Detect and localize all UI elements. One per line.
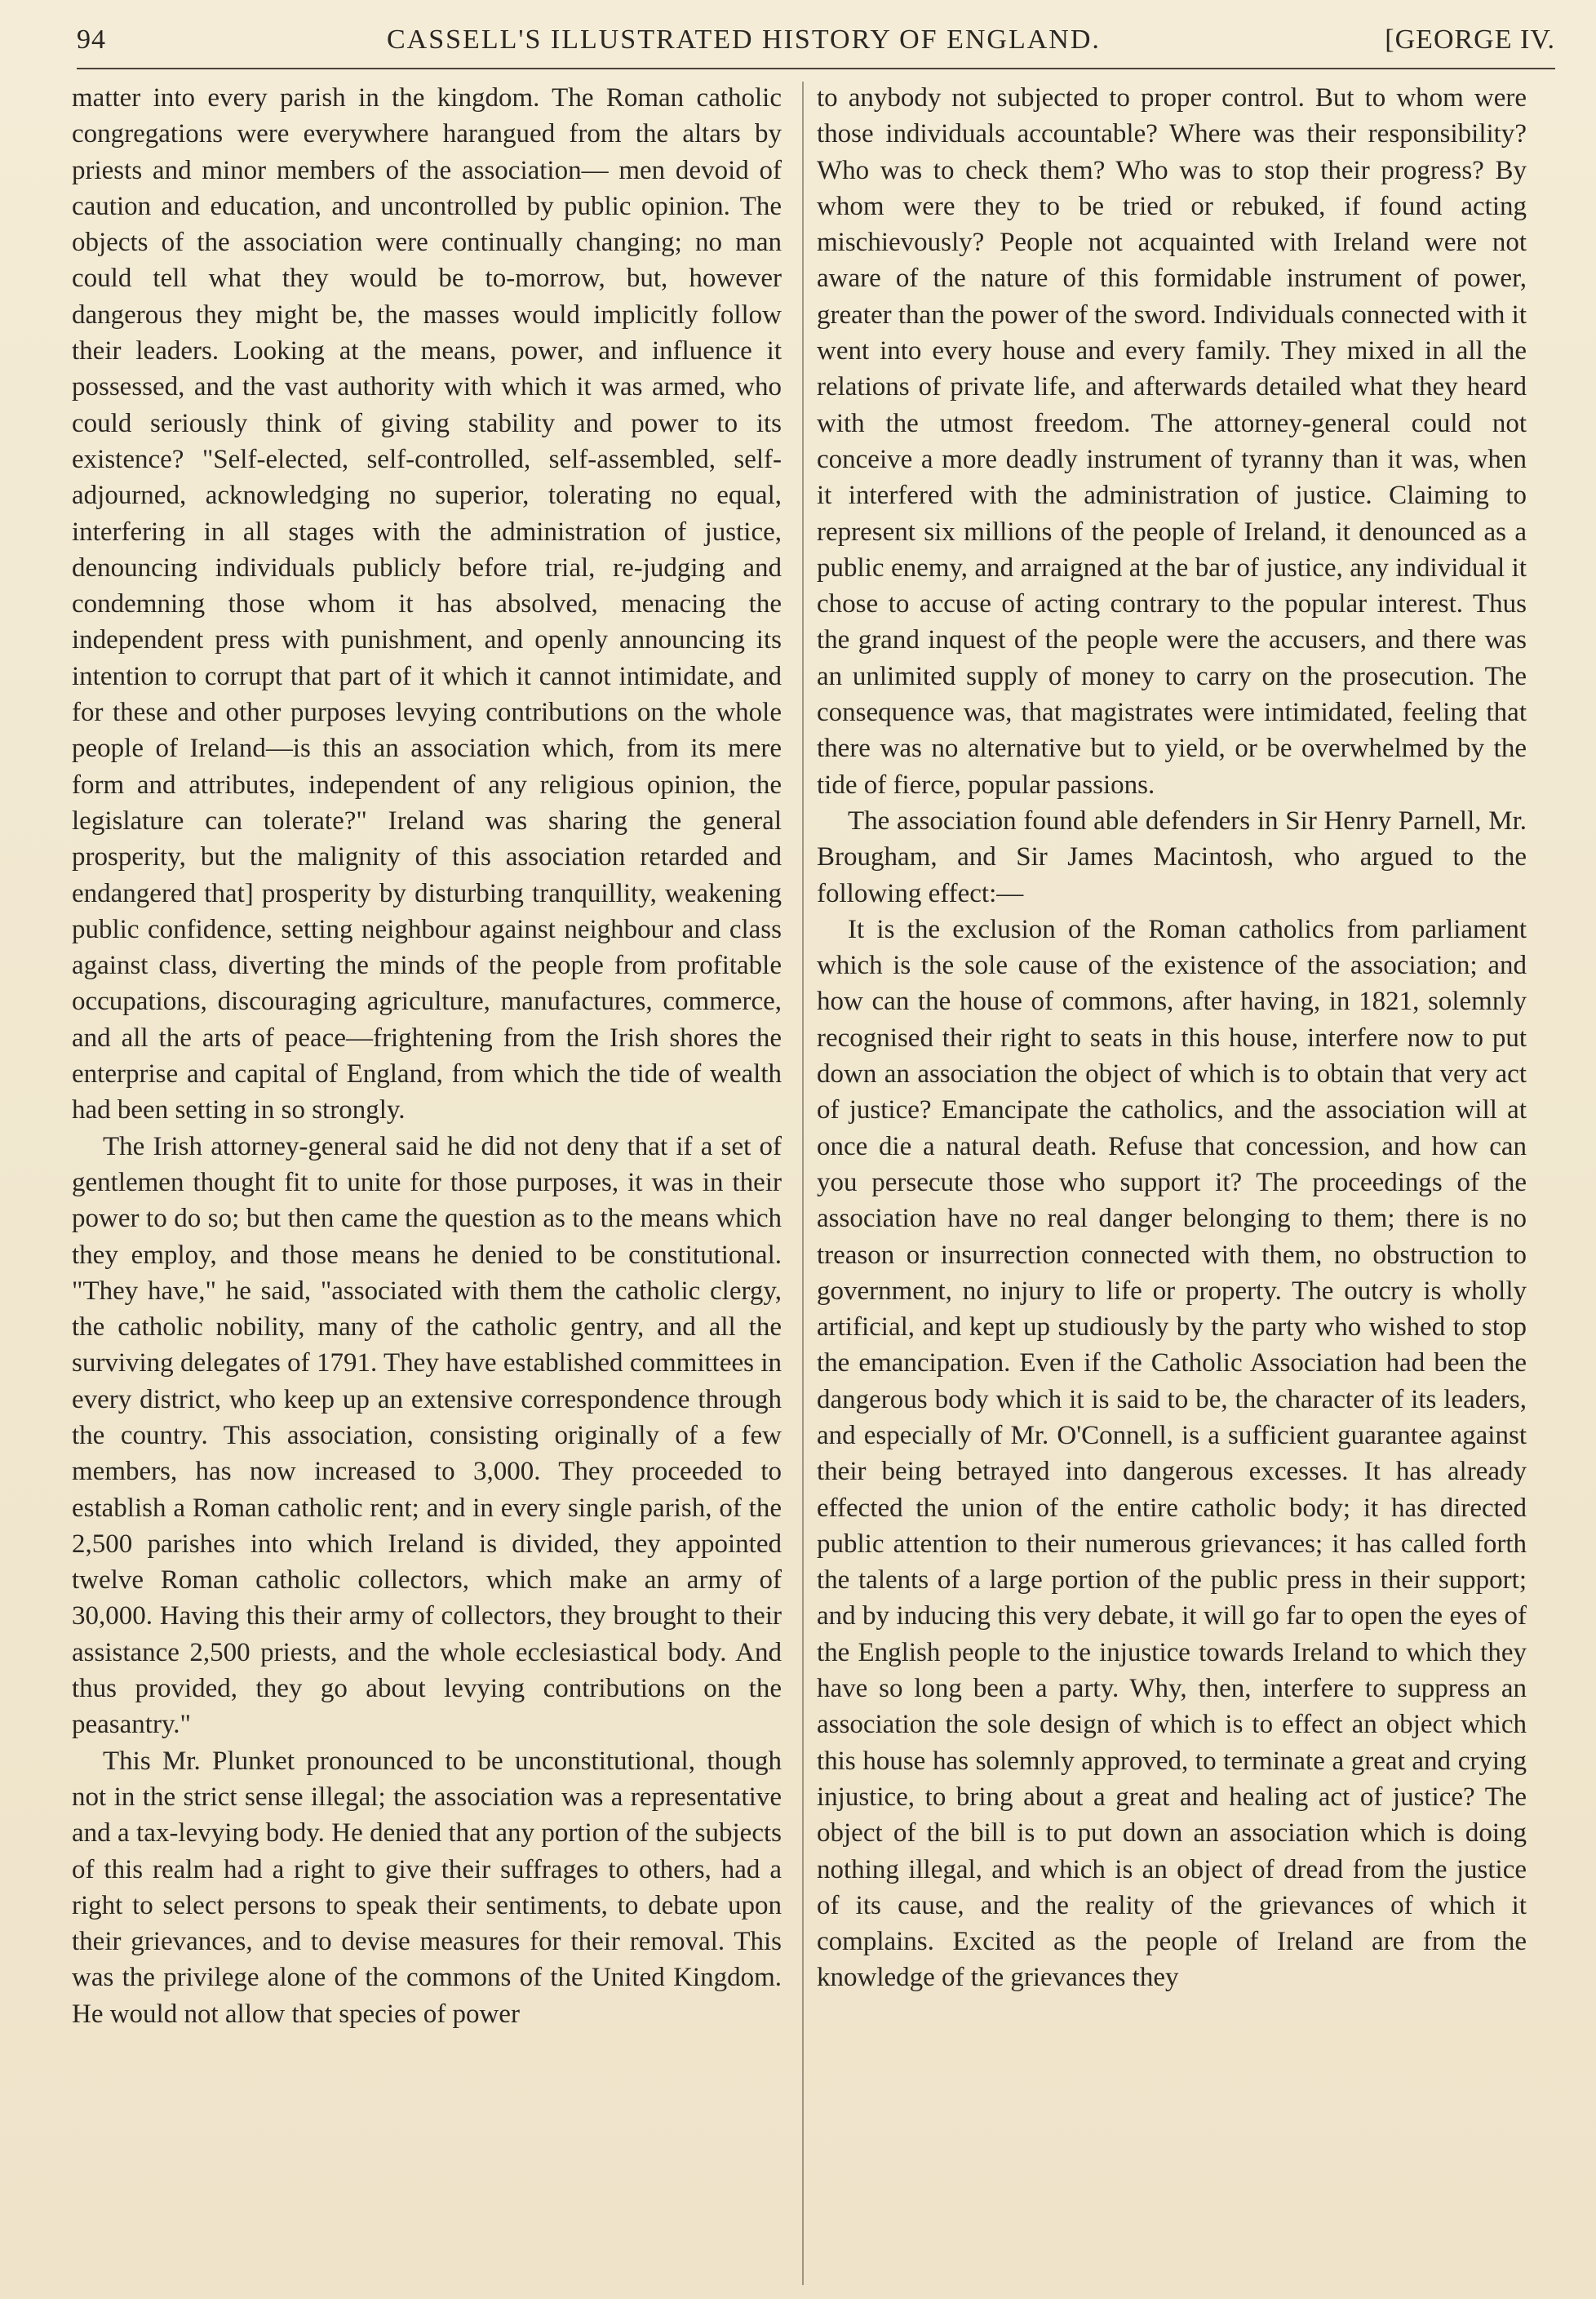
right-column [817,80,1527,2283]
left-paragraph-2: The Irish attorney-general said he did not deny that if a set of gentlemen thought fit to unite for those purposes, it was in their power to do so; but then came the question as to the means which they employ, and those means he denied to be constitutional. "They have," he said, "associated with them the catholic clergy, the catholic nobility, many of the catholic gentry, and all the surviving delegates of 1791. They have established committees in every district, who keep up an extensive correspondence through the country. This association, consisting originally of a few members, has now increased to 3,000. They proceeded to establish a Roman catholic rent; and in every single parish, of the 2,500 parishes into which Ireland is divided, they appointed twelve Roman catholic collectors, which make an army of 30,000. Having this their army of collectors, they brought to their assistance 2,500 priests, and the whole ecclesiastical body. And thus provided, they go about levying contributions on the peasantry." [72,1131,782,1740]
right-paragraph-2: The association found able defenders in Sir Henry Parnell, Mr. Brougham, and Sir James Macintosh, who argued to the following effect:— [817,806,1527,908]
column-divider [802,82,804,2285]
page-header [77,24,1555,65]
left-column [72,80,782,2283]
right-paragraph-3: It is the exclusion of the Roman catholics from parliament which is the sole cause of the existence of the association; and how can the house of commons, after having, in 1821, solemnly recognised their right to seats in this house, interfere now to put down an association the object of which is to obtain that very act of justice? Emancipate the catholics, and the association will at once die a natural death. Refuse that concession, and how can you persecute those who support it? The proceedings of the association have no real danger belonging to them; there is no treason or insurrection connected with them, no obstruction to government, no injury to life or property. The outcry is wholly artificial, and kept up studiously by the party who wished to stop the emancipation. Even if the Catholic Association had been the dangerous body which it is said to be, the character of its leaders, and especially of Mr. O'Connell, is a sufficient guarantee against their being betrayed into dangerous excesses. It has already effected the union of the entire catholic body; it has directed public attention to their numerous grievances; it has called forth the talents of a large portion of the public press in their support; and by inducing this very debate, it will go far to open the eyes of the English people to the injustice towards Ireland to which they have so long been a party. Why, then, interfere to suppress an association the sole design of which is to effect an object which this house has solemnly approved, to terminate a great and crying injustice, to bring about a great and healing act of justice? The object of the bill is to put down an association which is doing nothing illegal, and which is an object of dread from the justice of its cause, and the reality of the grievances of which it complains. Excited as the people of Ireland are from the knowledge of the grievances they [817,914,1527,1993]
left-paragraph-1: matter into every parish in the kingdom. The Roman catholic congregations were everywhere harangued from the altars by priests and minor members of the association— men devoid of caution and education, and uncontrolled by public opinion. The objects of the association were continually changing; no man could tell what they would be to-morrow, but, however dangerous they might be, the masses would implicitly follow their leaders. Looking at the means, power, and influence it possessed, and the vast authority with which it was armed, who could seriously think of giving stability and power to its existence? "Self-elected, self-controlled, self-assembled, self-adjourned, acknowledging no superior, tolerating no equal, interfering in all stages with the administration of justice, denouncing individuals publicly before trial, re-judging and condemning those whom it has absolved, menacing the independent press with punishment, and openly announcing its intention to corrupt that part of it which it cannot intimidate, and for these and other purposes levying contributions on the whole people of Ireland—is this an association which, from its mere form and attributes, independent of any religious opinion, the legislature can tolerate?" Ireland was sharing the general prosperity, but the malignity of this association retarded and endangered that] prosperity by disturbing tranquillity, weakening public confidence, setting neighbour against neighbour and class against class, diverting the minds of the people from profitable occupations, discouraging agriculture, manufactures, commerce, and all the arts of peace—frightening from the Irish shores the enterprise and capital of England, from which the tide of wealth had been setting in so strongly. [72,83,782,1125]
page-number: 94 [77,24,106,55]
header-rule [77,68,1555,69]
section-label: [GEORGE IV. [1385,24,1555,55]
running-title: CASSELL'S ILLUSTRATED HISTORY OF ENGLAND. [387,24,1101,55]
right-paragraph-1: to anybody not subjected to proper control. But to whom were those individuals accountable? Where was their responsibility? Who was to check them? Who was to stop their progress? By whom were they to be tried or rebuked, if found acting mischievously? People not acquainted with Ireland were not aware of the nature of this formidable instrument of power, greater than the power of the sword. Individuals connected with it went into every house and every family. They mixed in all the relations of private life, and afterwards detailed what they heard with the utmost freedom. The attorney-general could not conceive a more deadly instrument of tyranny than it was, when it interfered with the administration of justice. Claiming to represent six millions of the people of Ireland, it denounced as a public enemy, and arraigned at the bar of justice, any individual it chose to accuse of acting contrary to the popular interest. Thus the grand inquest of the people were the accusers, and there was an unlimited supply of money to carry on the prosecution. The consequence was, that magistrates were intimidated, feeling that there was no alternative but to yield, or be overwhelmed by the tide of fierce, popular passions. [817,83,1527,800]
left-paragraph-3: This Mr. Plunket pronounced to be unconstitutional, though not in the strict sense illegal; the association was a representative and a tax-levying body. He denied that any portion of the subjects of this realm had a right to give their suffrages to others, had a right to select persons to speak their sentiments, to debate upon their grievances, and to devise measures for their removal. This was the privilege alone of the commons of the United Kingdom. He would not allow that species of power [72,1746,782,2029]
